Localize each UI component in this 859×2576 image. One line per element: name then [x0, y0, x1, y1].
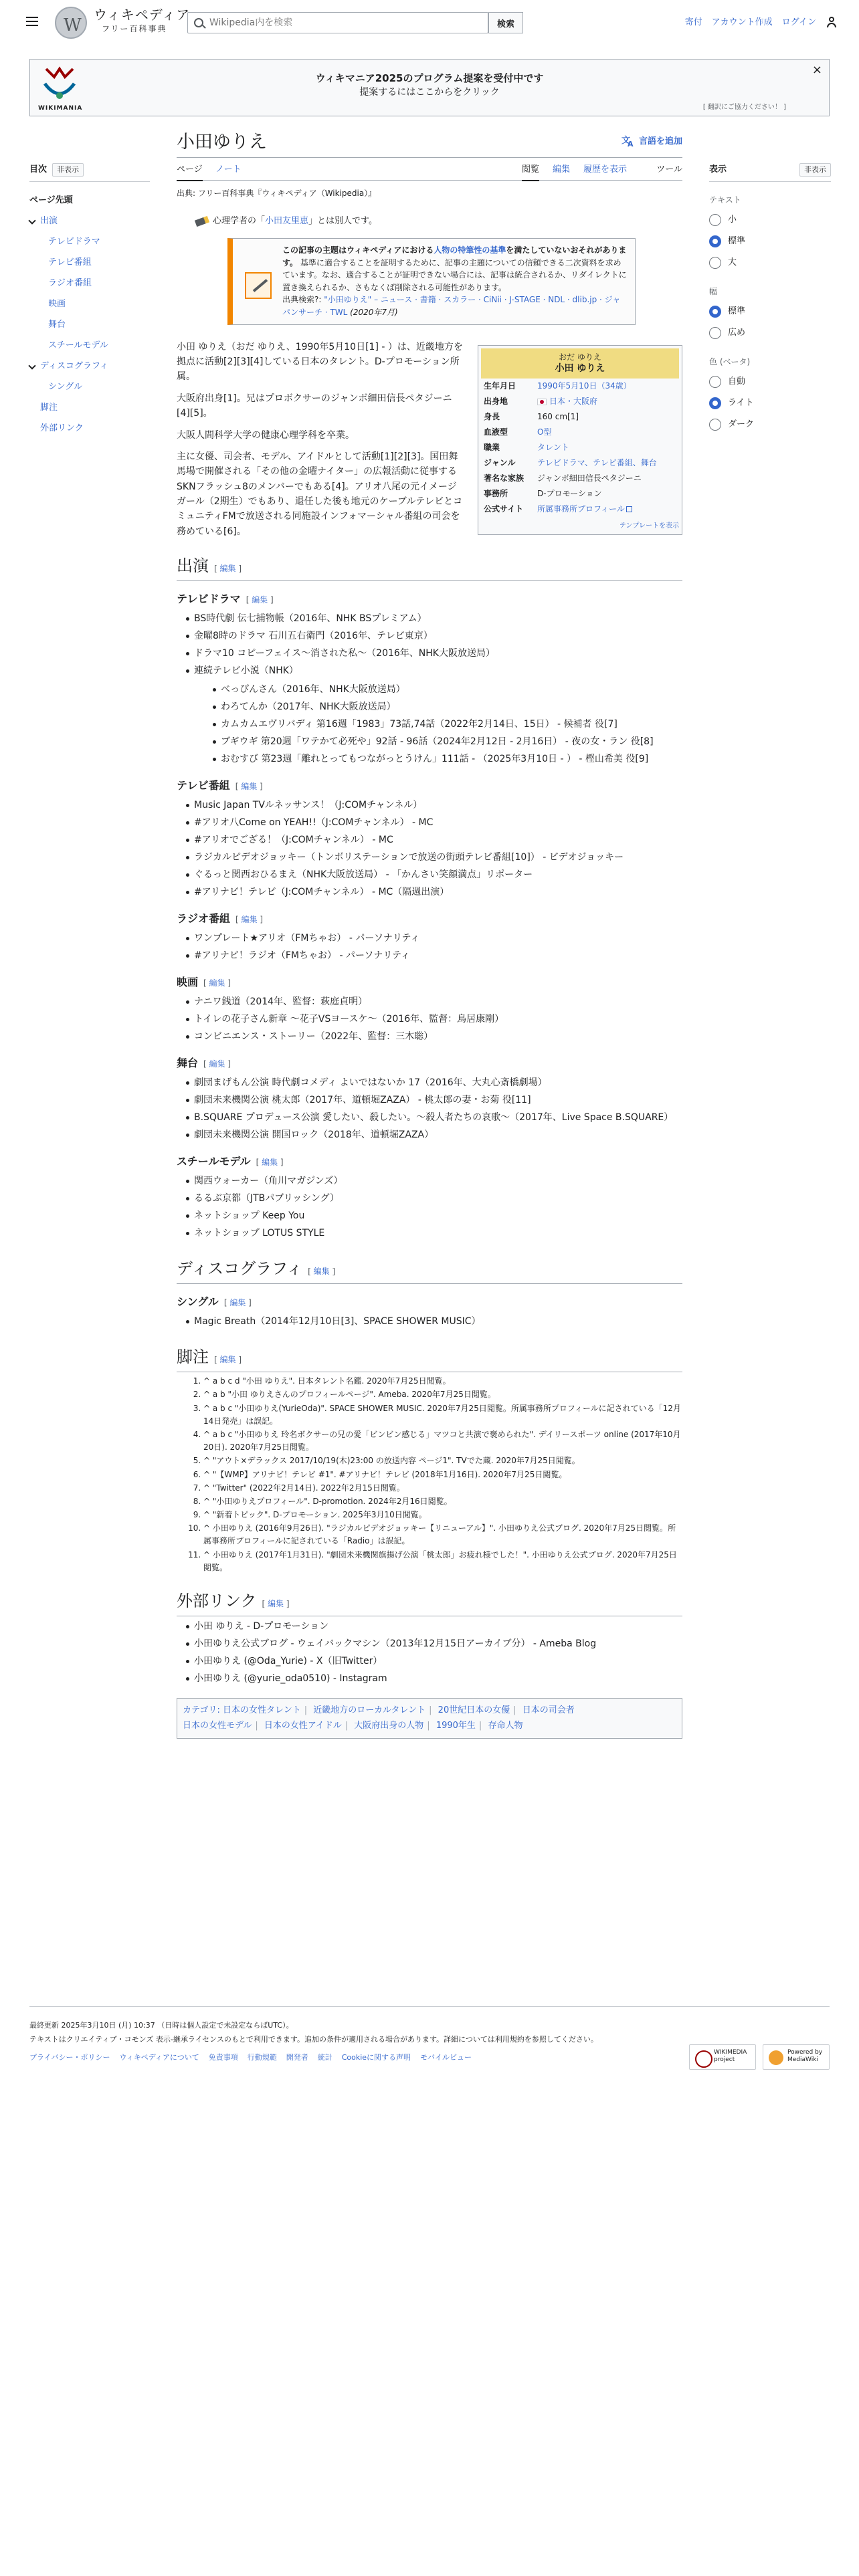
- option-label: 自動: [728, 377, 746, 387]
- section-title: 外部リンク: [177, 1592, 257, 1611]
- appearance-hide-button[interactable]: 非表示: [799, 163, 831, 177]
- references-list: [203, 1375, 682, 1574]
- infobox-row: [481, 440, 679, 455]
- infobox-value: 160 cm[1]: [537, 412, 579, 422]
- appearance-panel: [709, 163, 831, 435]
- footer-link[interactable]: 統計: [317, 2052, 332, 2062]
- option-label: 小: [728, 214, 737, 225]
- asadora-list: [213, 681, 682, 768]
- section-title: 脚注: [177, 1348, 209, 1367]
- tv-list: [186, 796, 682, 901]
- color-dark-option[interactable]: [709, 414, 831, 435]
- ambox-text: この記事の主題はウィキペディアにおける: [282, 245, 434, 255]
- section-title: テレビ番組: [177, 779, 230, 792]
- list-item[interactable]: ブギウギ 第20週「ワテかて必死や」92話 - 96話（2024年2月12日 - 2月16日） - 夜の女・ラン 役[8]: [213, 733, 682, 750]
- section-drama: テレビドラマ [ 編集 ]: [177, 593, 274, 606]
- list-item[interactable]: Magic Breath（2014年12月10日[3]、SPACE SHOWER MUSIC）: [186, 1313, 682, 1330]
- hatnote-text: 」とは別人です。: [308, 216, 377, 227]
- wordmark[interactable]: ウィキペディア: [94, 7, 191, 23]
- footer-link[interactable]: モバイルビュー: [420, 2052, 472, 2062]
- banner-title[interactable]: ウィキマニア2025のプログラム提案を受付中です: [315, 72, 544, 84]
- add-language-button[interactable]: [622, 135, 682, 149]
- category-link[interactable]: 近畿地方のローカルタレント: [313, 1705, 426, 1716]
- toc-hide-button[interactable]: 非表示: [52, 163, 84, 177]
- reference-item[interactable]: 5. ^ "アウト×デラックス 2017/10/19(木)23:00 の放送内容 ページ1". TVでた蔵. 2020年7月25日閲覧。: [203, 1455, 682, 1467]
- search-icon: [194, 18, 203, 27]
- infobox-key: 著名な家族: [484, 473, 524, 484]
- reference-item[interactable]: 1. ^ a b c d "小田 ゆりえ". 日本タレント名鑑. 2020年7月25日閲覧。: [203, 1375, 682, 1388]
- infobox-row: [481, 486, 679, 502]
- section-radio: ラジオ番組 [ 編集 ]: [177, 912, 264, 926]
- toc-label: ディスコグラフィ: [40, 360, 108, 371]
- intro-paragraph: 主に女優、司会者、モデル、アイドルとして活動[1][2][3]。国田舞馬場で開催される「その他の金曜ナイター」の広報活動に従事するSKNフラッシュ8のメンバーでもある[4]。アリオ八尾の元イメージガール（2期生）でもあり、退任した後も地元のケーブルテレビとコミュニティFMで放送される同施設インフォマーシャル番組の司会を務めている[6]。: [177, 451, 463, 537]
- category-link[interactable]: 1990年生: [436, 1721, 476, 1731]
- intro-paragraph: 小田 ゆりえ（おだ ゆりえ、1990年5月10日[1] - ）は、近畿地方を拠点に活動[2][3][4]している日本のタレント。D-プロモーション所属。: [177, 341, 463, 383]
- list-item[interactable]: Music Japan TVルネッサンス！（J:COMチャンネル）: [186, 796, 682, 814]
- last-updated: 最終更新 2025年3月10日 (月) 10:37 （日時は個人設定で未設定ならばUTC）。: [29, 2021, 294, 2030]
- list-item[interactable]: 小田ゆりえ (@Oda_Yurie) - X（旧Twitter）: [186, 1652, 682, 1670]
- infobox-key: 公式サイト: [484, 504, 524, 514]
- infobox-row: [481, 379, 679, 394]
- infobox-key: ジャンル: [484, 458, 516, 468]
- table-of-contents: [29, 163, 150, 439]
- toc-item-appear[interactable]: [29, 211, 150, 231]
- ambox-link[interactable]: 人物の特筆性の基準: [434, 245, 506, 255]
- edit-link[interactable]: 編集: [229, 1298, 246, 1308]
- list-item[interactable]: トイレの花子さん新章 〜花子VSヨースケ〜（2016年、監督：鳥居康剛）: [186, 1010, 682, 1028]
- infobox-row: [481, 455, 679, 471]
- infobox-key: 出身地: [484, 397, 508, 407]
- search-box: [187, 12, 488, 33]
- single-list: [186, 1313, 682, 1330]
- edit-link[interactable]: 編集: [262, 1158, 278, 1168]
- search-button[interactable]: 検索: [488, 12, 523, 33]
- infobox-value[interactable]: タレント: [537, 443, 569, 453]
- text-large-option[interactable]: [709, 252, 831, 274]
- category-links: カテゴリ: 日本の女性タレント | 近畿地方のローカルタレント | 20世紀日本の女優 | 日本の司会者 日本の女性モデル | 日本の女性アイドル | 大阪府出身の人物 | 1990年生 | 存命人物: [177, 1698, 682, 1739]
- appearance-title: 表示: [709, 165, 727, 175]
- reference-item[interactable]: 6. ^ "【WMP】アリナビ！テレビ #1". #アリナビ！テレビ (2018年1月16日). 2020年7月25日閲覧。: [203, 1469, 682, 1481]
- list-item[interactable]: るるぶ京都（JTBパブリッシング）: [186, 1190, 682, 1207]
- wikimedia-project-badge[interactable]: WIKIMEDIA project: [689, 2044, 756, 2070]
- page-tabs: [177, 158, 682, 181]
- central-notice-banner[interactable]: [29, 59, 830, 116]
- page-title: 小田ゆりえ: [177, 132, 267, 152]
- toc-item-notes[interactable]: 脚注: [40, 402, 58, 413]
- section-single: シングル [ 編集 ]: [177, 1295, 252, 1309]
- reference-item[interactable]: 4. ^ a b c "小田ゆりえ 玲名ボクサーの兄の愛「ビンビン感じる」マツコと共演で褒められた". デイリースポーツ online (2017年10月20日). 2020年7月25日閲覧。: [203, 1428, 682, 1454]
- page-footer: [29, 2006, 830, 2065]
- width-label: 幅: [709, 286, 718, 296]
- option-label: ライト: [728, 398, 754, 409]
- template-link[interactable]: テンプレートを表示: [619, 522, 679, 530]
- radio-icon[interactable]: [709, 214, 721, 226]
- list-item[interactable]: [186, 662, 682, 768]
- category-link[interactable]: 日本の司会者: [522, 1705, 575, 1716]
- edit-link[interactable]: 編集: [252, 595, 268, 605]
- toc-item-stage[interactable]: 舞台: [48, 319, 66, 330]
- edit-link[interactable]: 編集: [268, 1599, 284, 1609]
- edit-link[interactable]: 編集: [209, 1059, 225, 1069]
- list-item[interactable]: 小田 ゆりえ - D-プロモーション: [186, 1618, 682, 1635]
- ambox-body: 基準に適合することを証明するために、記事の主題についての信頼できる二次資料を求めています。なお、適合することが証明できない場合には、記事は統合されるか、リダイレクトに置き換えられるか、さもなくば削除される可能性があります。: [282, 257, 627, 292]
- category-link[interactable]: 20世紀日本の女優: [438, 1705, 510, 1716]
- category-link[interactable]: 日本の女性タレント: [223, 1705, 301, 1716]
- lang-label: 言語を追加: [638, 136, 682, 146]
- section-movie: 映画 [ 編集 ]: [177, 976, 231, 989]
- banner-translate-link[interactable]: [ 翻訳にご協力ください！ ]: [702, 104, 786, 111]
- tab-talk[interactable]: ノート: [215, 165, 242, 175]
- main-menu-button[interactable]: [24, 13, 40, 29]
- list-item[interactable]: 小田ゆりえ公式ブログ - ウェイバックマシン（2013年12月15日アーカイブ分） - Ameba Blog: [186, 1635, 682, 1652]
- list-item[interactable]: おむすび 第23週「離れとってもつながっとうけん」111話 - （2025年3月10日 - ） - 樫山希美 役[9]: [213, 750, 682, 768]
- main-content: [177, 127, 682, 1739]
- edit-link[interactable]: 編集: [219, 1355, 236, 1365]
- section-notes: 脚注 [ 編集 ]: [177, 1345, 682, 1372]
- toc-item-top[interactable]: ページ先頭: [29, 195, 73, 205]
- infobox-value[interactable]: 所属事務所プロフィール: [537, 504, 625, 514]
- list-item[interactable]: #アリナビ！ラジオ（FMちゃお） - パーソナリティ: [186, 947, 682, 964]
- list-item: ネットショップ Keep You: [186, 1207, 682, 1224]
- reference-item[interactable]: 2. ^ a b "小田 ゆりえさんのプロフィールページ". Ameba. 2020年7月25日閲覧。: [203, 1388, 682, 1401]
- list-item[interactable]: ドラマ10 コピーフェイス〜消された私〜（2016年、NHK大阪放送局）: [186, 645, 682, 662]
- footer-link[interactable]: 開発者: [286, 2052, 308, 2062]
- list-item[interactable]: カムカムエヴリバディ 第16週「1983」73話,74話（2022年2月14日、15日） - 候補者 役[7]: [213, 716, 682, 733]
- infobox-key: 事務所: [484, 489, 508, 499]
- powered-by-mediawiki-badge[interactable]: Powered by MediaWiki: [763, 2044, 830, 2070]
- color-label: 色 (ベータ): [709, 357, 751, 367]
- color-auto-option[interactable]: [709, 371, 831, 393]
- infobox-value[interactable]: 1990年5月10日（34歳）: [537, 381, 632, 391]
- chevron-down-icon[interactable]: [28, 217, 35, 224]
- list-item[interactable]: ワンプレート★アリオ（FMちゃお） - パーソナリティ: [186, 930, 682, 947]
- radio-icon[interactable]: [709, 376, 721, 388]
- footer-link[interactable]: 免責事項: [208, 2052, 238, 2062]
- footer-link[interactable]: ウィキペディアについて: [119, 2052, 199, 2062]
- text-standard-option[interactable]: [709, 231, 831, 252]
- create-account-link[interactable]: アカウント作成: [711, 17, 773, 27]
- tools-menu[interactable]: ツール: [656, 165, 682, 175]
- user-links: [685, 16, 838, 30]
- toc-item-drama[interactable]: テレビドラマ: [48, 236, 100, 247]
- list-item[interactable]: 劇団未来機関公演 桃太郎（2017年、道頓堀ZAZA） - 桃太郎の妻・お菊 役[11]: [186, 1091, 682, 1109]
- list-item[interactable]: #アリオでござる！（J:COMチャンネル） - MC: [186, 831, 682, 849]
- tab-read[interactable]: 閲覧: [522, 163, 539, 181]
- section-stage: 舞台 [ 編集 ]: [177, 1057, 231, 1070]
- warning-pencil-icon: [245, 272, 272, 299]
- infobox-ruby: おだ ゆりえ: [559, 352, 601, 362]
- edit-link[interactable]: 編集: [219, 564, 236, 574]
- list-item[interactable]: 関西ウォーカー（角川マガジンズ）: [186, 1172, 682, 1190]
- footer-link[interactable]: Cookieに関する声明: [341, 2052, 411, 2062]
- movie-list: [186, 993, 682, 1045]
- toc-item-disco[interactable]: [29, 356, 150, 377]
- language-icon[interactable]: [622, 136, 635, 148]
- stage-list: [186, 1074, 682, 1144]
- list-item[interactable]: #アリオ八Come on YEAH!!（J:COMチャンネル） - MC: [186, 814, 682, 831]
- width-wide-option[interactable]: [709, 322, 831, 344]
- edit-link[interactable]: 編集: [209, 978, 225, 988]
- reference-item[interactable]: 3. ^ a b c "小田ゆりえ(YurieOda)". SPACE SHOWER MUSIC. 2020年7月25日閲覧。所属事務所プロフィールに記されている「12月14日発売」は誤記。: [203, 1402, 682, 1428]
- toc-title: 目次: [29, 165, 47, 175]
- list-item[interactable]: 小田ゆりえ (@yurie_oda0510) - Instagram: [186, 1670, 682, 1687]
- section-title: スチールモデル: [177, 1155, 251, 1168]
- option-label: 標準: [728, 306, 746, 317]
- section-title: テレビドラマ: [177, 593, 241, 606]
- category-link[interactable]: 日本の女性モデル: [183, 1721, 252, 1731]
- width-standard-option[interactable]: [709, 301, 831, 322]
- list-item[interactable]: わろてんか（2017年、NHK大阪放送局）: [213, 698, 682, 716]
- radio-icon[interactable]: [709, 257, 721, 269]
- footer-link[interactable]: 行動規範: [247, 2052, 277, 2062]
- banner-subtitle[interactable]: 提案するにはここからをクリック: [359, 87, 500, 98]
- toc-item-movie[interactable]: 映画: [48, 298, 66, 309]
- chevron-down-icon[interactable]: [28, 362, 35, 369]
- list-item[interactable]: ラジカルピデオジョッキー（トンボリステーションで放送の街頭テレビ番組[10]） - ビデオジョッキー: [186, 849, 682, 866]
- hatnote: [195, 215, 682, 229]
- ambox-date: (2020年7月): [350, 307, 398, 317]
- close-icon[interactable]: ×: [812, 63, 822, 77]
- edit-link[interactable]: 編集: [241, 782, 258, 792]
- tagline: フリー百科事典: [102, 24, 167, 33]
- toc-item-ext[interactable]: 外部リンク: [40, 423, 84, 433]
- edit-link[interactable]: 編集: [313, 1267, 330, 1277]
- section-title: ディスコグラフィ: [177, 1259, 303, 1279]
- pencil-icon: [195, 216, 209, 227]
- infobox-value: ジャンボ細田信長ペタジーニ: [537, 473, 642, 484]
- infobox-key: 血液型: [484, 427, 508, 437]
- category-link[interactable]: 日本の女性アイドル: [264, 1721, 342, 1731]
- list-item[interactable]: 金曜8時のドラマ 石川五右衛門（2016年、テレビ東京）: [186, 627, 682, 645]
- category-link[interactable]: 大阪府出身の人物: [354, 1721, 424, 1731]
- radio-list: [186, 930, 682, 964]
- user-menu-icon[interactable]: [826, 16, 838, 28]
- notability-warning-box: [227, 238, 636, 325]
- infobox-value[interactable]: 日本・大阪府: [549, 397, 598, 407]
- color-light-option[interactable]: [709, 393, 831, 414]
- infobox-value[interactable]: O型: [537, 427, 552, 437]
- infobox-key: 生年月日: [484, 381, 516, 391]
- infobox-row: [481, 394, 679, 409]
- ambox-text: を満たしていないおそれがあります。: [282, 245, 627, 267]
- site-header: [0, 0, 859, 44]
- search-input[interactable]: [209, 13, 477, 33]
- list-item[interactable]: ぐるっと関西おひるまえ（NHK大阪放送局） - 「かんさい笑顔満点」リポーター: [186, 866, 682, 883]
- external-links-list: [186, 1618, 682, 1687]
- reference-item[interactable]: 11. ^ 小田ゆりえ (2017年1月31日). "劇団未来機関旗揚げ公演「桃太郎」お疲れ様でした！". 小田ゆりえ公式ブログ. 2020年7月25日閲覧。: [203, 1549, 682, 1574]
- radio-selected-icon[interactable]: [709, 397, 721, 409]
- wikimania-logo-text: WIKIMANIA: [38, 105, 83, 112]
- infobox: [478, 345, 682, 536]
- ambox-source-label: 出典検索?:: [282, 295, 324, 305]
- japan-flag-icon: [537, 399, 547, 405]
- text-size-label: テキスト: [709, 195, 741, 205]
- model-list: [186, 1172, 682, 1242]
- tab-history[interactable]: 履歴を表示: [583, 165, 628, 175]
- section-title: 舞台: [177, 1057, 199, 1070]
- intro-paragraph: 大阪人間科学大学の健康心理学科を卒業。: [177, 429, 355, 441]
- radio-icon[interactable]: [709, 419, 721, 431]
- tab-edit[interactable]: 編集: [553, 165, 571, 175]
- license-text: テキストはクリエイティブ・コモンズ 表示-継承ライセンスのもとで利用できます。追加の条件が適用される場合があります。詳細については利用規約を参照してください。: [29, 2034, 598, 2044]
- infobox-name: 小田 ゆりえ: [555, 363, 605, 374]
- text-small-option[interactable]: [709, 209, 831, 231]
- ambox-source-links[interactable]: "小田ゆりえ" – ニュース · 書籍 · スカラー · CiNii · J-STAGE · NDL · dlib.jp · ジャパンサーチ · TWL: [282, 295, 621, 317]
- section-ext: 外部リンク [ 編集 ]: [177, 1589, 682, 1616]
- toc-item-single[interactable]: シングル: [48, 381, 83, 392]
- list-item-text: 連続テレビ小説（NHK）: [194, 665, 298, 677]
- radio-icon[interactable]: [709, 327, 721, 339]
- list-item: ネットショップ LOTUS STYLE: [186, 1224, 682, 1242]
- option-label: 標準: [728, 235, 746, 246]
- tab-page[interactable]: ページ: [177, 163, 203, 181]
- reference-item[interactable]: 7. ^ "Twitter" (2022年2月14日). 2022年2月15日閲覧。: [203, 1482, 682, 1495]
- list-item[interactable]: #アリナビ！テレビ（J:COMチャンネル） - MC（隔週出演）: [186, 883, 682, 901]
- radio-selected-icon[interactable]: [709, 306, 721, 318]
- list-item[interactable]: 劇団まげもん公演 時代劇コメディ よいではないか 17（2016年、大丸心斎橋劇場）: [186, 1074, 682, 1091]
- list-item[interactable]: 劇団未来機関公演 開国ロック（2018年、道頓堀ZAZA）: [186, 1126, 682, 1144]
- reference-item[interactable]: 9. ^ "新着トピック". D-プロモーション. 2025年3月10日閲覧。: [203, 1509, 682, 1521]
- drama-list: [186, 610, 682, 768]
- edit-link[interactable]: 編集: [241, 915, 258, 925]
- infobox-key: 身長: [484, 412, 500, 422]
- section-title: 映画: [177, 976, 199, 989]
- option-label: 広め: [728, 328, 746, 338]
- infobox-row: [481, 471, 679, 486]
- login-link[interactable]: ログイン: [781, 17, 816, 27]
- list-item[interactable]: BS時代劇 伝七捕物帳（2016年、NHK BSプレミアム）: [186, 610, 682, 627]
- section-tv: テレビ番組 [ 編集 ]: [177, 779, 263, 792]
- list-item[interactable]: べっぴんさん（2016年、NHK大阪放送局）: [213, 681, 682, 698]
- intro-paragraph: 大阪府出身[1]。兄はプロボクサーのジャンボ細田信長ペタジーニ[4][5]。: [177, 393, 452, 419]
- hatnote-text: 心理学者の「: [213, 216, 266, 227]
- infobox-key: 職業: [484, 443, 500, 453]
- radio-selected-icon[interactable]: [709, 235, 721, 247]
- toc-label: 出演: [40, 215, 58, 226]
- infobox-row: [481, 502, 679, 517]
- list-item[interactable]: コンビニエンス・ストーリー（2022年、監督：三木聡）: [186, 1028, 682, 1045]
- toc-item-radio[interactable]: ラジオ番組: [48, 278, 92, 288]
- section-disco: ディスコグラフィ [ 編集 ]: [177, 1257, 682, 1284]
- option-label: ダーク: [728, 419, 755, 430]
- section-title: 出演: [177, 556, 209, 576]
- option-label: 大: [728, 257, 737, 267]
- external-link-icon: [626, 506, 632, 512]
- hatnote-link[interactable]: 小田友里恵: [265, 216, 309, 227]
- toc-item-model[interactable]: スチールモデル: [48, 340, 108, 350]
- article-source: 出典: フリー百科事典『ウィキペディア（Wikipedia）』: [177, 189, 377, 198]
- section-model: スチールモデル [ 編集 ]: [177, 1155, 284, 1168]
- section-title: シングル: [177, 1295, 219, 1309]
- list-item[interactable]: B.SQUARE プロデュース公演 愛したい、殺したい。〜殺人者たちの哀歌〜（2017年、Live Space B.SQUARE）: [186, 1109, 682, 1126]
- infobox-row: [481, 425, 679, 440]
- reference-item[interactable]: 10. ^ 小田ゆりえ (2016年9月26日). "ラジカルピデオジョッキー【リニューアル】". 小田ゆりえ公式ブログ. 2020年7月25日閲覧。所属事務所プロフィールに記されている「Radio」は誤記。: [203, 1522, 682, 1547]
- list-item[interactable]: ナニワ銭道（2014年、監督：萩庭貞明）: [186, 993, 682, 1010]
- infobox-row: [481, 409, 679, 425]
- category-link[interactable]: 存命人物: [488, 1721, 523, 1731]
- wikipedia-globe-icon[interactable]: [55, 7, 87, 39]
- reference-item[interactable]: 8. ^ "小田ゆりえプロフィール". D-promotion. 2024年2月16日閲覧。: [203, 1495, 682, 1508]
- donate-link[interactable]: 寄付: [684, 17, 702, 27]
- infobox-value: D-プロモーション: [537, 489, 602, 499]
- footer-link[interactable]: プライバシー・ポリシー: [29, 2052, 110, 2062]
- categories-label[interactable]: カテゴリ:: [183, 1705, 220, 1716]
- section-title: ラジオ番組: [177, 912, 231, 926]
- section-appear: 出演 [ 編集 ]: [177, 554, 682, 581]
- infobox-value[interactable]: テレビドラマ、テレビ番組、舞台: [537, 458, 657, 468]
- toc-item-tv[interactable]: テレビ番組: [48, 257, 92, 267]
